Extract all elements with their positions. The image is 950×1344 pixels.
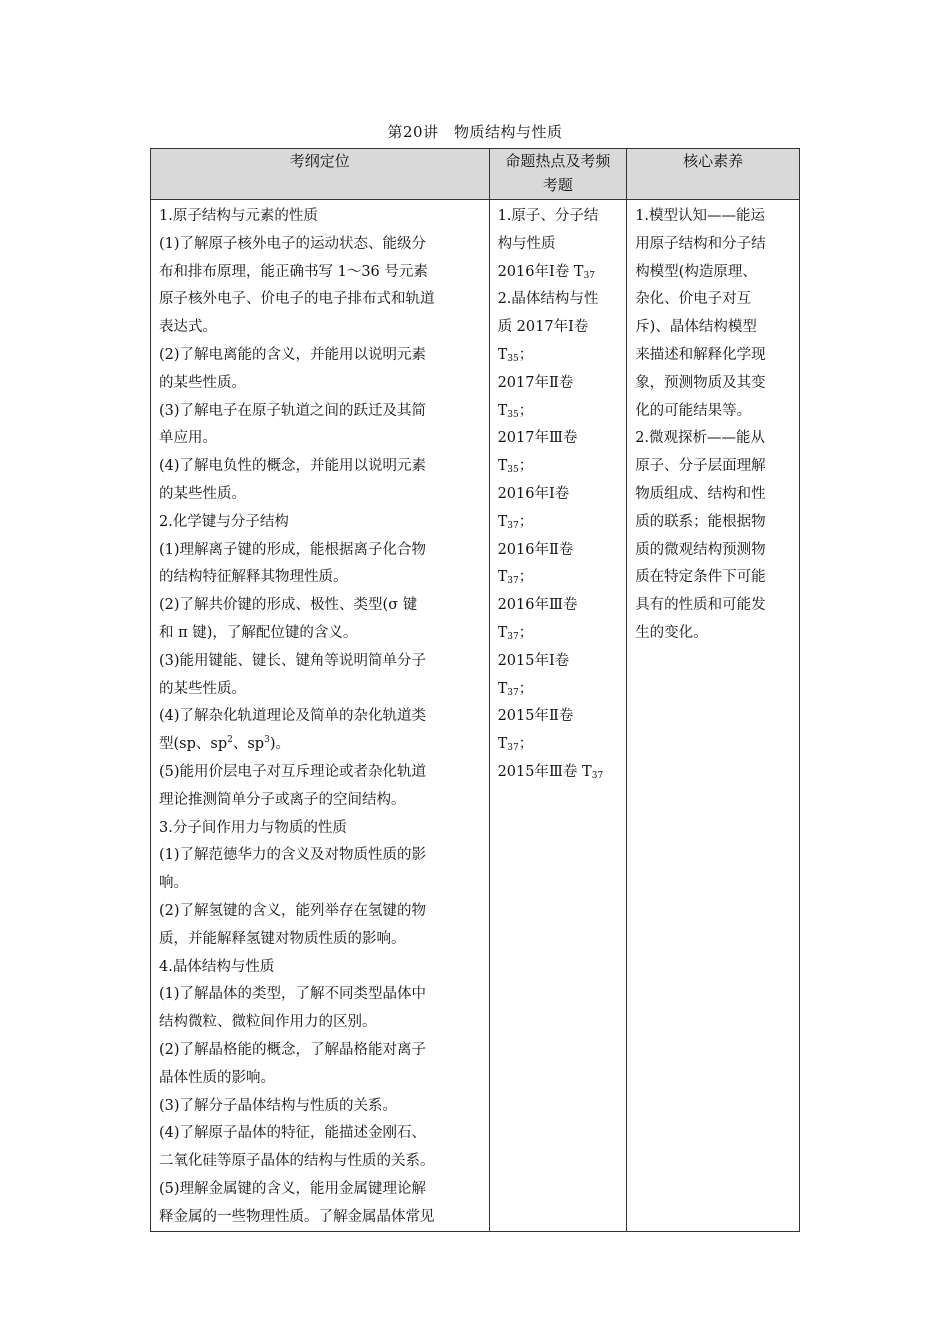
table-body-row: [151, 200, 800, 1232]
superscript: 3: [264, 735, 270, 746]
subscript: 37: [507, 520, 519, 531]
exam-line: [498, 648, 621, 676]
header-core-literacy: 核心素养: [627, 149, 800, 200]
literacy-line: 杂化、价电子对互: [635, 291, 752, 308]
subscript: 37: [507, 687, 519, 698]
literacy-line: 质的微观结构预测物: [635, 541, 766, 558]
syllabus-line: 结构微粒、微粒间作用力的区别。: [159, 1014, 377, 1031]
exam-line: [498, 703, 621, 731]
syllabus-line: (3)能用键能、键长、键角等说明简单分子: [159, 652, 427, 669]
exam-line-tail: ；: [518, 736, 534, 753]
literacy-line: 斥)、晶体结构模型: [635, 319, 757, 336]
syllabus-line: 二氧化硅等原子晶体的结构与性质的关系。: [159, 1153, 435, 1170]
exam-line: [498, 759, 621, 787]
literacy-line: 来描述和解释化学现: [635, 346, 766, 363]
exam-line-tail: ；: [518, 624, 534, 641]
exam-line: [498, 731, 621, 759]
page-title: 第20讲 物质结构与性质: [387, 123, 563, 141]
exam-hotspots-text: [490, 200, 627, 787]
exam-line-text: T: [497, 346, 508, 363]
exam-line: [498, 203, 621, 231]
exam-line-text: 2015年Ⅰ卷: [497, 652, 570, 669]
exam-line-tail: ；: [518, 680, 534, 697]
superscript: 2: [227, 735, 233, 746]
exam-line-text: 2.晶体结构与性: [497, 291, 599, 308]
subscript: 35: [507, 465, 519, 476]
syllabus-line: (2)了解氢键的含义，能列举存在氢键的物: [159, 902, 427, 919]
exam-line: [498, 286, 621, 314]
syllabus-line: 的某些性质。: [159, 680, 246, 697]
syllabus-line: (2)了解共价键的形成、极性、类型(σ 键: [159, 597, 418, 614]
header-exam-hotspots-line1: 命题热点及考频: [505, 152, 611, 170]
syllabus-line: 表达式。: [159, 319, 217, 336]
exam-line-tail: ；: [518, 569, 534, 586]
exam-line-text: 2016年Ⅲ卷: [497, 597, 578, 614]
syllabus-line: 原子核外电子、价电子的电子排布式和轨道: [159, 291, 435, 308]
syllabus-line: 2.化学键与分子结构: [159, 513, 289, 530]
literacy-line: 构模型(构造原理、: [635, 263, 757, 280]
syllabus-line-part: )。: [269, 736, 290, 753]
literacy-line: 原子、分子层面理解: [635, 458, 766, 475]
syllabus-line: (1)了解原子核外电子的运动状态、能级分: [159, 235, 427, 252]
exam-line-text: 构与性质: [497, 235, 556, 252]
syllabus-line: 的结构特征解释其物理性质。: [159, 569, 348, 586]
subscript: 35: [507, 409, 519, 420]
exam-line: [498, 314, 621, 342]
literacy-line: 化的可能结果等。: [635, 402, 752, 419]
literacy-line: 质的联系；能根据物: [635, 513, 766, 530]
header-exam-hotspots-line2: 考题: [542, 176, 573, 194]
exam-line: [498, 620, 621, 648]
literacy-line: 1.模型认知——能运: [635, 208, 766, 224]
header-syllabus: 考纲定位: [151, 149, 490, 200]
table-header-row: [151, 149, 800, 200]
syllabus-line: 质，并能解释氢键对物质性质的影响。: [159, 930, 406, 947]
syllabus-line: 释金属的一些物理性质。了解金属晶体常见: [159, 1208, 435, 1225]
syllabus-line-part: 型(sp、sp: [159, 736, 228, 753]
syllabus-text: [151, 200, 489, 1231]
syllabus-line: (3)了解电子在原子轨道之间的跃迁及其简: [159, 402, 427, 419]
exam-line-tail: ；: [518, 402, 534, 419]
exam-line-text: 2017年Ⅲ卷: [497, 430, 578, 447]
exam-line-text: 质 2017年Ⅰ卷: [497, 319, 589, 336]
exam-line-text: 2016年Ⅱ卷: [497, 541, 574, 558]
core-literacy-cell: [627, 200, 800, 1232]
exam-line: [498, 370, 621, 398]
literacy-line: 用原子结构和分子结: [635, 235, 766, 252]
exam-line-tail: ；: [518, 458, 534, 475]
syllabus-line: (4)了解电负性的概念，并能用以说明元素: [159, 458, 427, 475]
literacy-line: 象，预测物质及其变: [635, 374, 766, 391]
core-literacy-text: [627, 200, 799, 648]
exam-line-text: T: [497, 624, 508, 641]
exam-line-tail: ；: [518, 346, 534, 363]
exam-line-text: 2017年Ⅱ卷: [497, 374, 574, 391]
syllabus-line: (4)了解杂化轨道理论及简单的杂化轨道类: [159, 708, 427, 725]
subscript: 37: [583, 270, 595, 281]
exam-line-text: T: [497, 402, 508, 419]
exam-line-text: T: [497, 569, 508, 586]
syllabus-line: (5)理解金属键的含义，能用金属键理论解: [159, 1180, 427, 1197]
syllabus-line: (1)了解晶体的类型，了解不同类型晶体中: [159, 986, 427, 1003]
exam-line: [498, 342, 621, 370]
syllabus-line: (4)了解原子晶体的特征，能描述金刚石、: [159, 1125, 427, 1142]
exam-line-text: T: [497, 513, 508, 530]
exam-line: [498, 676, 621, 704]
exam-line: [498, 592, 621, 620]
syllabus-line: 的某些性质。: [159, 485, 246, 502]
syllabus-line: [159, 731, 483, 759]
exam-line: [498, 259, 621, 287]
syllabus-line: 理论推测简单分子或离子的空间结构。: [159, 791, 406, 808]
syllabus-line: 的某些性质。: [159, 374, 246, 391]
literacy-line: 2.微观探析——能从: [635, 430, 766, 447]
subscript: 37: [507, 576, 519, 587]
exam-line-text: 2015年Ⅲ卷 T: [497, 763, 592, 780]
syllabus-line: 和 π 键)，了解配位键的含义。: [159, 624, 358, 641]
exam-line-text: T: [497, 680, 508, 697]
exam-line: [498, 481, 621, 509]
subscript: 37: [507, 631, 519, 642]
syllabus-line: (3)了解分子晶体结构与性质的关系。: [159, 1097, 398, 1114]
syllabus-line: 1.原子结构与元素的性质: [159, 208, 318, 224]
exam-line: [498, 425, 621, 453]
subscript: 35: [507, 353, 519, 364]
syllabus-line: 晶体性质的影响。: [159, 1069, 275, 1086]
syllabus-line: (2)了解电离能的含义，并能用以说明元素: [159, 346, 427, 363]
syllabus-cell: [151, 200, 490, 1232]
header-exam-hotspots: [489, 149, 627, 200]
syllabus-table: [150, 148, 800, 1232]
exam-line: [498, 453, 621, 481]
syllabus-line: 3.分子间作用力与物质的性质: [159, 819, 347, 836]
subscript: 37: [591, 770, 604, 781]
exam-line: [498, 509, 621, 537]
syllabus-line-part: 、sp: [232, 736, 265, 753]
exam-line: [498, 537, 621, 565]
exam-line: [498, 564, 621, 592]
syllabus-line: (1)理解离子键的形成，能根据离子化合物: [159, 541, 427, 558]
exam-line-text: T: [497, 736, 508, 753]
subscript: 37: [507, 743, 519, 754]
syllabus-line: (1)了解范德华力的含义及对物质性质的影: [159, 847, 427, 864]
literacy-line: 物质组成、结构和性: [635, 485, 766, 502]
literacy-line: 具有的性质和可能发: [635, 597, 766, 614]
syllabus-line: 响。: [159, 875, 188, 892]
literacy-line: 生的变化。: [635, 624, 708, 641]
syllabus-line: 4.晶体结构与性质: [159, 958, 275, 975]
syllabus-line: 布和排布原理，能正确书写 1～36 号元素: [159, 263, 428, 280]
exam-line-text: 1.原子、分子结: [497, 208, 599, 224]
exam-line-text: T: [497, 458, 508, 475]
syllabus-line: 单应用。: [159, 430, 217, 447]
exam-line-text: 2016年Ⅰ卷: [497, 485, 570, 502]
exam-hotspots-cell: [489, 200, 627, 1232]
exam-line-text: 2015年Ⅱ卷: [497, 708, 574, 725]
syllabus-line: (2)了解晶格能的概念，了解晶格能对离子: [159, 1041, 427, 1058]
exam-line: [498, 231, 621, 259]
exam-line-text: 2016年Ⅰ卷 T: [497, 263, 584, 280]
exam-line: [498, 398, 621, 426]
syllabus-line: (5)能用价层电子对互斥理论或者杂化轨道: [159, 763, 427, 780]
exam-line-tail: ；: [518, 513, 534, 530]
literacy-line: 质在特定条件下可能: [635, 569, 766, 586]
